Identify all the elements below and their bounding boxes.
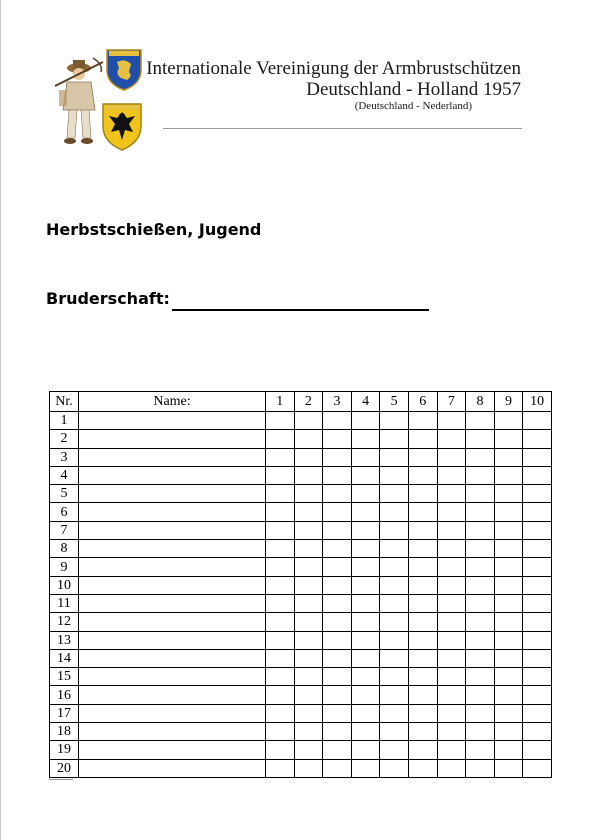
score-cell[interactable] <box>380 741 409 759</box>
score-cell[interactable] <box>523 594 552 612</box>
row-number: 16 <box>50 686 79 704</box>
name-cell[interactable] <box>79 430 266 448</box>
name-cell[interactable] <box>79 540 266 558</box>
score-cell[interactable] <box>351 631 380 649</box>
score-cell[interactable] <box>437 704 466 722</box>
document-title: Herbstschießen, Jugend <box>46 220 262 239</box>
score-cell[interactable] <box>466 631 495 649</box>
header-shot-9: 9 <box>494 392 523 412</box>
name-cell[interactable] <box>79 576 266 594</box>
header-shot-2: 2 <box>294 392 323 412</box>
score-cell[interactable] <box>494 613 523 631</box>
score-cell[interactable] <box>494 466 523 484</box>
score-cell[interactable] <box>323 540 352 558</box>
row-number: 11 <box>50 594 79 612</box>
score-cell[interactable] <box>294 723 323 741</box>
score-cell[interactable] <box>408 503 437 521</box>
score-cell[interactable] <box>294 412 323 430</box>
score-cell[interactable] <box>266 594 295 612</box>
score-cell[interactable] <box>294 741 323 759</box>
score-cell[interactable] <box>466 649 495 667</box>
table-row <box>50 704 552 722</box>
score-cell[interactable] <box>380 759 409 777</box>
score-cell[interactable] <box>294 576 323 594</box>
score-cell[interactable] <box>380 576 409 594</box>
score-cell[interactable] <box>494 704 523 722</box>
score-cell[interactable] <box>466 521 495 539</box>
score-table-header-row <box>50 392 552 412</box>
score-cell[interactable] <box>466 668 495 686</box>
score-cell[interactable] <box>266 723 295 741</box>
header-shot-3: 3 <box>323 392 352 412</box>
score-cell[interactable] <box>294 649 323 667</box>
score-cell[interactable] <box>266 631 295 649</box>
score-cell[interactable] <box>351 485 380 503</box>
score-cell[interactable] <box>408 540 437 558</box>
score-cell[interactable] <box>466 412 495 430</box>
score-cell[interactable] <box>408 741 437 759</box>
score-cell[interactable] <box>294 704 323 722</box>
score-cell[interactable] <box>494 558 523 576</box>
score-cell[interactable] <box>523 576 552 594</box>
row-number: 17 <box>50 704 79 722</box>
score-cell[interactable] <box>323 741 352 759</box>
table-row <box>50 613 552 631</box>
score-cell[interactable] <box>380 540 409 558</box>
header-name: Name: <box>79 392 266 412</box>
name-cell[interactable] <box>79 723 266 741</box>
score-cell[interactable] <box>408 485 437 503</box>
score-cell[interactable] <box>437 686 466 704</box>
score-cell[interactable] <box>266 521 295 539</box>
score-cell[interactable] <box>408 613 437 631</box>
score-cell[interactable] <box>351 540 380 558</box>
score-cell[interactable] <box>523 631 552 649</box>
score-cell[interactable] <box>494 412 523 430</box>
score-cell[interactable] <box>408 668 437 686</box>
table-row <box>50 594 552 612</box>
score-cell[interactable] <box>494 649 523 667</box>
nederland-shield-icon <box>107 50 141 90</box>
score-cell[interactable] <box>266 741 295 759</box>
table-row <box>50 540 552 558</box>
score-cell[interactable] <box>494 521 523 539</box>
score-cell[interactable] <box>466 686 495 704</box>
score-cell[interactable] <box>494 430 523 448</box>
score-cell[interactable] <box>408 412 437 430</box>
score-cell[interactable] <box>466 466 495 484</box>
score-cell[interactable] <box>351 668 380 686</box>
score-cell[interactable] <box>523 759 552 777</box>
club-logo <box>49 46 149 154</box>
score-cell[interactable] <box>380 594 409 612</box>
score-cell[interactable] <box>408 448 437 466</box>
score-cell[interactable] <box>466 540 495 558</box>
score-cell[interactable] <box>494 485 523 503</box>
score-cell[interactable] <box>351 466 380 484</box>
score-cell[interactable] <box>323 521 352 539</box>
score-cell[interactable] <box>380 485 409 503</box>
header-shot-6: 6 <box>408 392 437 412</box>
score-cell[interactable] <box>494 540 523 558</box>
score-cell[interactable] <box>494 594 523 612</box>
row-number: 15 <box>50 668 79 686</box>
score-cell[interactable] <box>494 576 523 594</box>
header-divider <box>163 128 522 129</box>
table-row <box>50 466 552 484</box>
score-cell[interactable] <box>380 430 409 448</box>
name-cell[interactable] <box>79 594 266 612</box>
score-cell[interactable] <box>266 540 295 558</box>
score-cell[interactable] <box>466 576 495 594</box>
row-number: 10 <box>50 576 79 594</box>
score-cell[interactable] <box>437 540 466 558</box>
score-cell[interactable] <box>408 466 437 484</box>
score-cell[interactable] <box>437 558 466 576</box>
score-cell[interactable] <box>294 448 323 466</box>
score-cell[interactable] <box>266 668 295 686</box>
score-cell[interactable] <box>351 613 380 631</box>
score-cell[interactable] <box>323 686 352 704</box>
score-cell[interactable] <box>408 704 437 722</box>
score-cell[interactable] <box>437 649 466 667</box>
score-cell[interactable] <box>294 594 323 612</box>
name-cell[interactable] <box>79 466 266 484</box>
table-row <box>50 430 552 448</box>
score-cell[interactable] <box>294 503 323 521</box>
score-cell[interactable] <box>294 466 323 484</box>
score-cell[interactable] <box>523 686 552 704</box>
score-cell[interactable] <box>294 540 323 558</box>
header-shot-10: 10 <box>523 392 552 412</box>
name-cell[interactable] <box>79 558 266 576</box>
score-cell[interactable] <box>437 613 466 631</box>
score-cell[interactable] <box>494 448 523 466</box>
score-cell[interactable] <box>380 503 409 521</box>
score-cell[interactable] <box>351 503 380 521</box>
row-number: 20 <box>50 759 79 777</box>
name-cell[interactable] <box>79 668 266 686</box>
score-cell[interactable] <box>437 668 466 686</box>
score-cell[interactable] <box>466 741 495 759</box>
name-cell[interactable] <box>79 448 266 466</box>
row-number: 8 <box>50 540 79 558</box>
table-row <box>50 686 552 704</box>
name-cell[interactable] <box>79 503 266 521</box>
name-cell[interactable] <box>79 741 266 759</box>
score-cell[interactable] <box>351 649 380 667</box>
score-cell[interactable] <box>523 558 552 576</box>
score-cell[interactable] <box>380 412 409 430</box>
score-cell[interactable] <box>437 466 466 484</box>
score-cell[interactable] <box>266 430 295 448</box>
score-table <box>49 391 552 778</box>
row-number: 3 <box>50 448 79 466</box>
table-row <box>50 521 552 539</box>
name-cell[interactable] <box>79 485 266 503</box>
name-cell[interactable] <box>79 613 266 631</box>
table-continuation-mark <box>49 779 73 784</box>
score-cell[interactable] <box>380 466 409 484</box>
score-cell[interactable] <box>266 485 295 503</box>
score-cell[interactable] <box>408 649 437 667</box>
score-cell[interactable] <box>380 448 409 466</box>
score-cell[interactable] <box>523 741 552 759</box>
score-cell[interactable] <box>294 613 323 631</box>
score-cell[interactable] <box>437 741 466 759</box>
table-row <box>50 649 552 667</box>
score-cell[interactable] <box>523 466 552 484</box>
header-shot-5: 5 <box>380 392 409 412</box>
score-cell[interactable] <box>266 576 295 594</box>
score-cell[interactable] <box>380 613 409 631</box>
score-cell[interactable] <box>466 448 495 466</box>
score-cell[interactable] <box>323 466 352 484</box>
score-cell[interactable] <box>351 704 380 722</box>
score-cell[interactable] <box>294 430 323 448</box>
score-cell[interactable] <box>437 631 466 649</box>
score-cell[interactable] <box>294 631 323 649</box>
score-cell[interactable] <box>523 540 552 558</box>
score-cell[interactable] <box>466 558 495 576</box>
score-cell[interactable] <box>437 412 466 430</box>
score-cell[interactable] <box>437 759 466 777</box>
table-row <box>50 668 552 686</box>
score-cell[interactable] <box>323 759 352 777</box>
score-cell[interactable] <box>380 558 409 576</box>
org-name-line3: (Deutschland - Nederland) <box>354 100 472 112</box>
row-number: 2 <box>50 430 79 448</box>
score-cell[interactable] <box>266 759 295 777</box>
score-cell[interactable] <box>294 558 323 576</box>
table-row <box>50 576 552 594</box>
score-cell[interactable] <box>323 613 352 631</box>
score-cell[interactable] <box>437 503 466 521</box>
score-cell[interactable] <box>323 631 352 649</box>
score-cell[interactable] <box>351 759 380 777</box>
score-cell[interactable] <box>266 704 295 722</box>
score-cell[interactable] <box>466 613 495 631</box>
score-cell[interactable] <box>437 576 466 594</box>
bruderschaft-fill-line <box>172 309 429 311</box>
table-row <box>50 412 552 430</box>
score-cell[interactable] <box>266 466 295 484</box>
score-cell[interactable] <box>266 558 295 576</box>
score-cell[interactable] <box>294 686 323 704</box>
score-cell[interactable] <box>351 430 380 448</box>
row-number: 1 <box>50 412 79 430</box>
table-row <box>50 448 552 466</box>
score-cell[interactable] <box>523 485 552 503</box>
score-cell[interactable] <box>323 412 352 430</box>
score-cell[interactable] <box>323 558 352 576</box>
score-cell[interactable] <box>494 741 523 759</box>
score-cell[interactable] <box>351 412 380 430</box>
table-row <box>50 558 552 576</box>
name-cell[interactable] <box>79 521 266 539</box>
score-cell[interactable] <box>380 686 409 704</box>
score-cell[interactable] <box>408 759 437 777</box>
score-cell[interactable] <box>351 558 380 576</box>
score-cell[interactable] <box>523 613 552 631</box>
score-cell[interactable] <box>380 631 409 649</box>
score-cell[interactable] <box>380 668 409 686</box>
score-cell[interactable] <box>294 759 323 777</box>
score-cell[interactable] <box>351 741 380 759</box>
table-row <box>50 485 552 503</box>
score-cell[interactable] <box>523 412 552 430</box>
row-number: 5 <box>50 485 79 503</box>
score-cell[interactable] <box>266 448 295 466</box>
deutschland-shield-icon <box>103 104 141 150</box>
table-row <box>50 723 552 741</box>
score-cell[interactable] <box>523 723 552 741</box>
score-cell[interactable] <box>437 430 466 448</box>
score-cell[interactable] <box>408 686 437 704</box>
score-cell[interactable] <box>323 649 352 667</box>
row-number: 14 <box>50 649 79 667</box>
score-cell[interactable] <box>351 448 380 466</box>
score-cell[interactable] <box>523 704 552 722</box>
score-cell[interactable] <box>266 412 295 430</box>
row-number: 12 <box>50 613 79 631</box>
row-number: 7 <box>50 521 79 539</box>
table-row <box>50 759 552 777</box>
score-cell[interactable] <box>323 448 352 466</box>
name-cell[interactable] <box>79 704 266 722</box>
row-number: 9 <box>50 558 79 576</box>
score-cell[interactable] <box>494 686 523 704</box>
header-shot-8: 8 <box>466 392 495 412</box>
score-cell[interactable] <box>380 649 409 667</box>
score-cell[interactable] <box>494 503 523 521</box>
score-cell[interactable] <box>323 485 352 503</box>
name-cell[interactable] <box>79 759 266 777</box>
score-cell[interactable] <box>380 521 409 539</box>
score-cell[interactable] <box>380 704 409 722</box>
score-cell[interactable] <box>437 521 466 539</box>
score-cell[interactable] <box>437 448 466 466</box>
table-row <box>50 503 552 521</box>
row-number: 18 <box>50 723 79 741</box>
score-cell[interactable] <box>408 430 437 448</box>
score-cell[interactable] <box>466 704 495 722</box>
score-cell[interactable] <box>351 686 380 704</box>
score-cell[interactable] <box>408 723 437 741</box>
org-name-line2: Deutschland - Holland 1957 <box>306 79 521 100</box>
score-cell[interactable] <box>323 668 352 686</box>
score-cell[interactable] <box>323 723 352 741</box>
score-cell[interactable] <box>323 430 352 448</box>
score-cell[interactable] <box>523 521 552 539</box>
score-cell[interactable] <box>494 723 523 741</box>
score-cell[interactable] <box>466 503 495 521</box>
score-cell[interactable] <box>266 686 295 704</box>
table-row <box>50 631 552 649</box>
table-row <box>50 741 552 759</box>
score-cell[interactable] <box>494 759 523 777</box>
name-cell[interactable] <box>79 649 266 667</box>
score-cell[interactable] <box>323 594 352 612</box>
score-cell[interactable] <box>351 723 380 741</box>
archer-figure-icon <box>55 58 103 144</box>
score-cell[interactable] <box>466 594 495 612</box>
score-cell[interactable] <box>380 723 409 741</box>
header-shot-1: 1 <box>266 392 295 412</box>
score-cell[interactable] <box>523 430 552 448</box>
score-cell[interactable] <box>323 704 352 722</box>
score-cell[interactable] <box>494 631 523 649</box>
org-name-line1: Internationale Vereinigung der Armbrustschützen <box>146 58 521 79</box>
score-cell[interactable] <box>266 649 295 667</box>
score-cell[interactable] <box>351 576 380 594</box>
score-cell[interactable] <box>466 485 495 503</box>
score-cell[interactable] <box>408 521 437 539</box>
score-cell[interactable] <box>408 594 437 612</box>
row-number: 13 <box>50 631 79 649</box>
score-cell[interactable] <box>294 521 323 539</box>
score-cell[interactable] <box>494 668 523 686</box>
score-cell[interactable] <box>408 576 437 594</box>
score-cell[interactable] <box>466 723 495 741</box>
score-cell[interactable] <box>294 485 323 503</box>
row-number: 6 <box>50 503 79 521</box>
bruderschaft-label: Bruderschaft: <box>46 289 170 308</box>
row-number: 4 <box>50 466 79 484</box>
score-cell[interactable] <box>437 723 466 741</box>
header-nr: Nr. <box>50 392 79 412</box>
score-cell[interactable] <box>408 558 437 576</box>
header-shot-4: 4 <box>351 392 380 412</box>
score-cell[interactable] <box>523 448 552 466</box>
score-cell[interactable] <box>323 576 352 594</box>
score-cell[interactable] <box>351 521 380 539</box>
score-table-body <box>50 412 552 778</box>
score-cell[interactable] <box>408 631 437 649</box>
name-cell[interactable] <box>79 631 266 649</box>
score-cell[interactable] <box>466 759 495 777</box>
score-cell[interactable] <box>523 668 552 686</box>
name-cell[interactable] <box>79 412 266 430</box>
score-cell[interactable] <box>437 594 466 612</box>
name-cell[interactable] <box>79 686 266 704</box>
score-cell[interactable] <box>466 430 495 448</box>
row-number: 19 <box>50 741 79 759</box>
score-cell[interactable] <box>323 503 352 521</box>
score-cell[interactable] <box>266 613 295 631</box>
score-cell[interactable] <box>266 503 295 521</box>
score-cell[interactable] <box>523 649 552 667</box>
score-cell[interactable] <box>523 503 552 521</box>
header-shot-7: 7 <box>437 392 466 412</box>
score-cell[interactable] <box>437 485 466 503</box>
score-cell[interactable] <box>294 668 323 686</box>
score-cell[interactable] <box>351 594 380 612</box>
